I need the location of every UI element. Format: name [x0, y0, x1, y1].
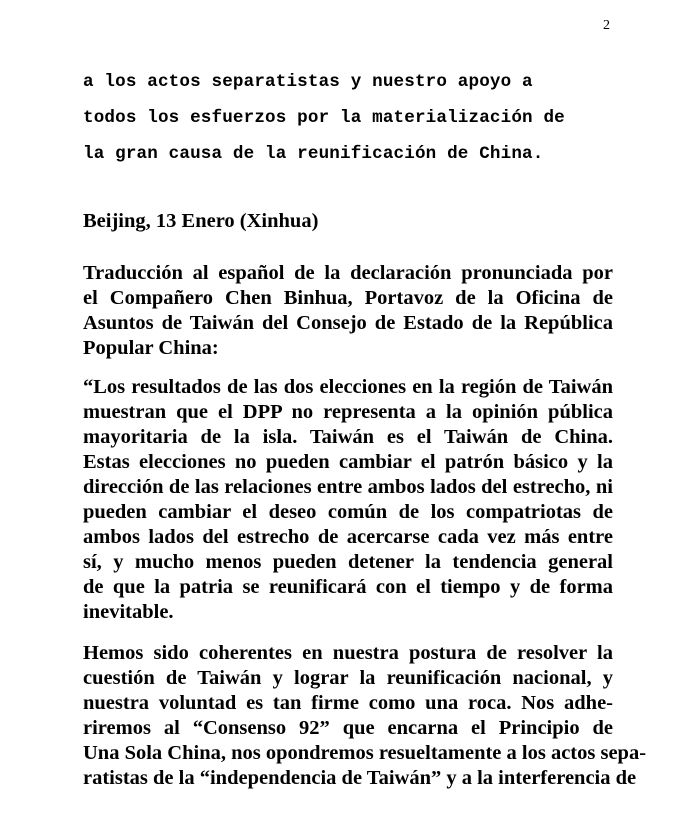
continuation-paragraph [83, 64, 623, 172]
text-line: mayoritaria de la isla. Taiwán es el Taiwán de China. [83, 426, 613, 448]
text-line: de que la patria se reunificará con el tiempo y de forma [83, 576, 613, 598]
quote-paragraph-1 [83, 375, 613, 625]
text-line: Asuntos de Taiwán del Consejo de Estado de la República [83, 312, 613, 334]
dateline: Beijing, 13 Enero (Xinhua) [83, 210, 319, 232]
text-line: todos los esfuerzos por la materialización de [83, 108, 565, 128]
text-line: a los actos separatistas y nuestro apoyo a [83, 72, 533, 92]
text-line: el Compañero Chen Binhua, Portavoz de la Oficina de [83, 287, 613, 309]
intro-paragraph [83, 261, 613, 361]
text-line: Popular China: [83, 337, 219, 359]
text-line: Una Sola China, nos opondremos resueltamente a los actos sepa- [83, 742, 647, 764]
quote-paragraph-2 [83, 641, 647, 791]
text-line: ratistas de la “independencia de Taiwán” y a la interferencia de [83, 767, 637, 789]
text-line: muestran que el DPP no representa a la opinión pública [83, 401, 613, 423]
text-line: nuestra voluntad es tan firme como una roca. Nos adhe- [83, 692, 613, 714]
text-line: “Los resultados de las dos elecciones en la región de Taiwán [83, 376, 613, 398]
text-line: Hemos sido coherentes en nuestra postura de resolver la [83, 642, 613, 664]
text-line: inevitable. [83, 601, 174, 623]
text-line: riremos al “Consenso 92” que encarna el Principio de [83, 717, 613, 739]
text-line: ambos lados del estrecho de acercarse cada vez más entre [83, 526, 613, 548]
text-line: pueden cambiar el deseo común de los compatriotas de [83, 501, 613, 523]
text-line: dirección de las relaciones entre ambos lados del estrecho, ni [83, 476, 613, 498]
text-line: la gran causa de la reunificación de China. [83, 144, 544, 164]
page-number: 2 [603, 18, 610, 33]
text-line: cuestión de Taiwán y lograr la reunificación nacional, y [83, 667, 613, 689]
text-line: Estas elecciones no pueden cambiar el patrón básico y la [83, 451, 613, 473]
text-line: sí, y mucho menos pueden detener la tendencia general [83, 551, 613, 573]
text-line: Traducción al español de la declaración pronunciada por [83, 262, 613, 284]
